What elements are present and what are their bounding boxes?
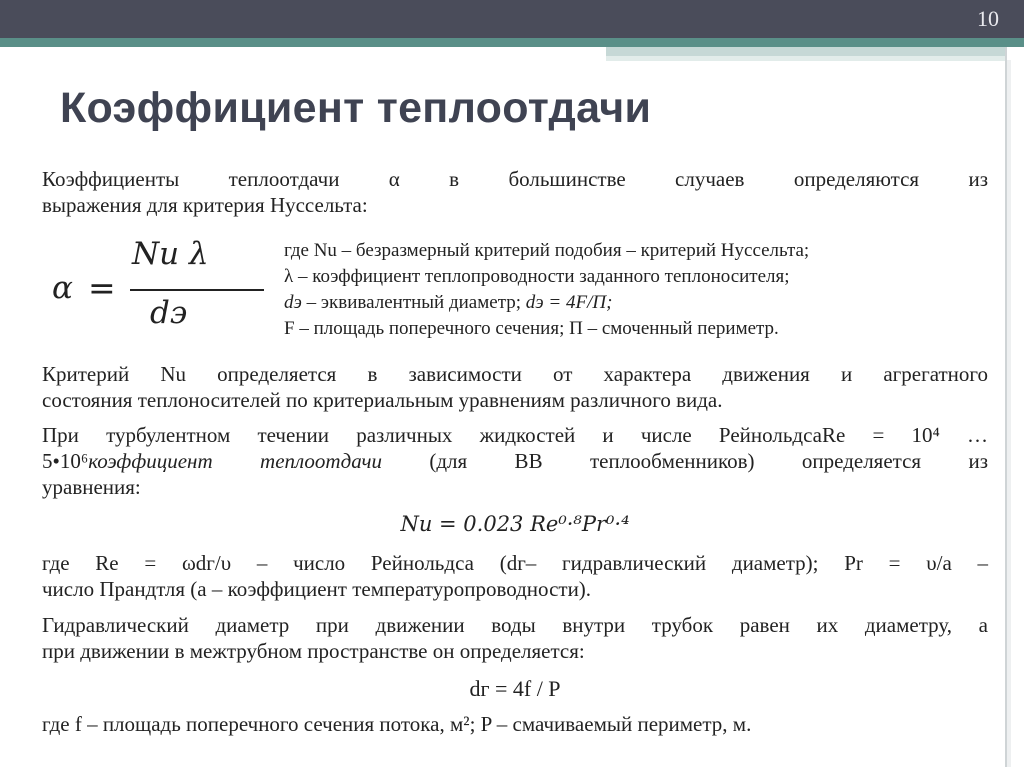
formula-denominator: dэ — [150, 295, 188, 331]
definition-de — [284, 290, 809, 316]
hydraulic-line-2: при движении в межтрубном пространстве он определяется: — [42, 639, 585, 663]
definition-nu: где Nu – безразмерный критерий подобия – критерий Нуссельта; — [284, 240, 810, 261]
hydraulic-paragraph — [42, 612, 988, 664]
reynolds-paragraph — [42, 550, 988, 602]
turbulent-range: 5•10⁶ — [42, 449, 89, 473]
turbulent-line-1: При турбулентном течении различных жидкостей и числе РейнольдсаRe = 10⁴ … — [42, 423, 988, 447]
final-line: где f – площадь поперечного сечения потока, м²; P – смачиваемый периметр, м. — [42, 712, 752, 736]
criterion-paragraph — [42, 361, 988, 413]
turbulent-rest: (для ВВ теплообменников) определяется из — [381, 449, 988, 473]
intro-line-2: выражения для критерия Нуссельта: — [42, 193, 368, 217]
formula-numerator: Nu λ — [132, 236, 209, 272]
slide-frame-shadow — [1007, 60, 1011, 767]
definition-de-text: – эквивалентный диаметр; — [301, 292, 526, 313]
criterion-line-2: состояния теплоносителей по критериальным уравнениям различного вида. — [42, 388, 723, 412]
dg-formula: dг = 4f / P — [469, 676, 561, 701]
definition-de-symbol: dэ — [284, 292, 302, 313]
formula-alpha: α — [52, 270, 73, 306]
turbulent-line-3: уравнения: — [42, 475, 141, 499]
reynolds-line-1: где Re = ωdг/υ – число Рейнольдса (dг– гидравлический диаметр); Pr = υ/a – — [42, 551, 988, 575]
accent-stripe-light — [606, 47, 1006, 56]
alpha-formula — [50, 236, 240, 340]
formula-equals: = — [88, 268, 116, 307]
accent-stripe — [0, 38, 1024, 47]
definition-de-formula: dэ = 4F/П; — [525, 292, 613, 313]
intro-paragraph — [42, 166, 988, 218]
nusselt-formula: Nu = 0.023 Re⁰·⁸Pr⁰·⁴ — [400, 512, 630, 536]
header-bar — [0, 0, 1024, 38]
intro-line-1: Коэффициенты теплоотдачи α в большинстве случаев определяются из — [42, 167, 988, 191]
definition-f: F – площадь поперечного сечения; П – смоченный периметр. — [284, 318, 779, 339]
definitions-block — [284, 238, 809, 342]
slide-title: Коэффициент теплоотдачи — [60, 84, 652, 132]
reynolds-line-2: число Прандтля (a – коэффициент температуропроводности). — [42, 577, 592, 601]
page-number: 10 — [977, 6, 999, 31]
hydraulic-line-1: Гидравлический диаметр при движении воды внутри трубок равен их диаметру, а — [42, 613, 988, 637]
fraction-bar — [130, 289, 264, 291]
definition-lambda: λ – коэффициент теплопроводности заданного теплоносителя; — [284, 266, 790, 287]
turbulent-emphasis: коэффициент теплоотдачи — [88, 449, 382, 473]
accent-stripe-lighter — [606, 56, 1006, 61]
turbulent-line-2 — [42, 448, 988, 474]
criterion-line-1: Критерий Nu определяется в зависимости от характера движения и агрегатного — [42, 362, 988, 386]
turbulent-paragraph — [42, 422, 988, 500]
final-paragraph — [42, 711, 988, 737]
